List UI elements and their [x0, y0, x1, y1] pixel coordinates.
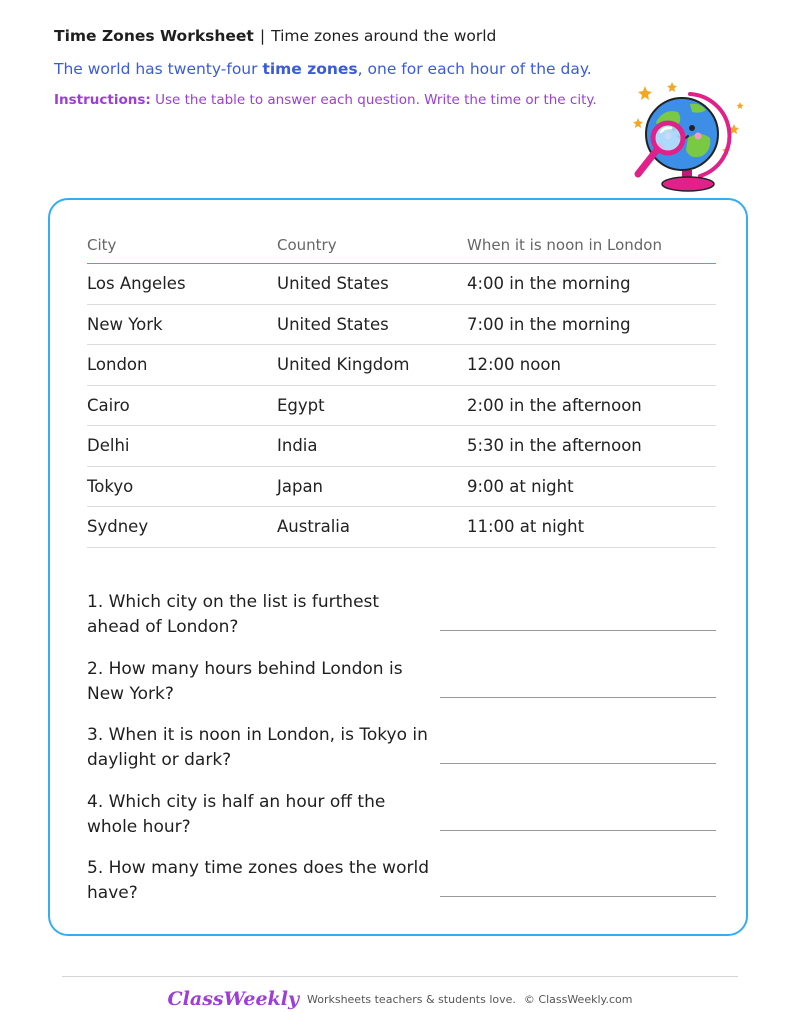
cell-country: Japan: [277, 466, 467, 507]
brand-logo: ClassWeekly: [167, 988, 299, 1010]
question-list: [87, 590, 717, 923]
question-text: 3. When it is noon in London, is Tokyo in daylight or dark?: [87, 725, 428, 770]
answer-line[interactable]: [440, 763, 716, 764]
table-header-row: [87, 227, 716, 264]
table-row: [87, 385, 716, 426]
table-row: [87, 264, 716, 305]
cell-time: 7:00 in the morning: [467, 304, 716, 345]
question-text: 1. Which city on the list is furthest ahead of London?: [87, 592, 380, 637]
question-item: [87, 657, 717, 724]
title-separator: |: [259, 27, 266, 45]
cell-country: Australia: [277, 507, 467, 548]
cell-city: Tokyo: [87, 466, 277, 507]
instructions-label: Instructions:: [54, 92, 151, 108]
instructions-text: Use the table to answer each question. Write the time or the city.: [150, 92, 597, 108]
table-row: [87, 304, 716, 345]
cell-city: New York: [87, 304, 277, 345]
answer-line[interactable]: [440, 697, 716, 698]
footer-copyright: © ClassWeekly.com: [523, 992, 633, 1006]
header-country: Country: [277, 227, 467, 264]
table-row: [87, 466, 716, 507]
cell-time: 5:30 in the afternoon: [467, 426, 716, 467]
footer: [0, 988, 800, 1010]
answer-line[interactable]: [440, 630, 716, 631]
instructions: [54, 91, 614, 109]
cell-time: 9:00 at night: [467, 466, 716, 507]
worksheet-subtitle: Time zones around the world: [271, 27, 497, 45]
question-text: 2. How many hours behind London is New York?: [87, 658, 403, 704]
cell-time: 12:00 noon: [467, 345, 716, 386]
intro-bold: time zones: [262, 60, 358, 78]
answer-line[interactable]: [440, 896, 716, 897]
question-item: [87, 590, 717, 657]
header-noon-london: When it is noon in London: [467, 227, 716, 264]
question-item: [87, 723, 717, 790]
intro-text: [54, 59, 614, 79]
cell-city: Los Angeles: [87, 264, 277, 305]
table-row: [87, 507, 716, 548]
cell-time: 2:00 in the afternoon: [467, 385, 716, 426]
cell-country: India: [277, 426, 467, 467]
question-text: 4. Which city is half an hour off the whole hour?: [87, 791, 386, 837]
cell-country: Egypt: [277, 385, 467, 426]
cell-time: 4:00 in the morning: [467, 264, 716, 305]
question-text: 5. How many time zones does the world have?: [87, 858, 429, 903]
cell-time: 11:00 at night: [467, 507, 716, 548]
question-item: [87, 790, 717, 857]
header-city: City: [87, 227, 277, 264]
cell-country: United States: [277, 304, 467, 345]
time-zone-table: [87, 227, 716, 548]
table-row: [87, 345, 716, 386]
intro-before: The world has twenty-four: [54, 60, 263, 78]
cell-city: Delhi: [87, 426, 277, 467]
answer-line[interactable]: [440, 830, 716, 831]
cell-city: Cairo: [87, 385, 277, 426]
footer-tagline: Worksheets teachers & students love.: [306, 992, 516, 1006]
content-card: [48, 198, 748, 936]
table-row: [87, 426, 716, 467]
footer-divider: [62, 976, 738, 977]
globe-illustration: [630, 82, 750, 194]
cell-country: United Kingdom: [277, 345, 467, 386]
globe-with-magnifying-glass-icon: [630, 82, 750, 194]
cell-city: Sydney: [87, 507, 277, 548]
worksheet-header: [54, 26, 614, 109]
cell-city: London: [87, 345, 277, 386]
title-line: [54, 26, 614, 46]
intro-after: , one for each hour of the day.: [357, 60, 592, 78]
cell-country: United States: [277, 264, 467, 305]
question-item: [87, 856, 717, 923]
worksheet-title: Time Zones Worksheet: [54, 27, 254, 45]
